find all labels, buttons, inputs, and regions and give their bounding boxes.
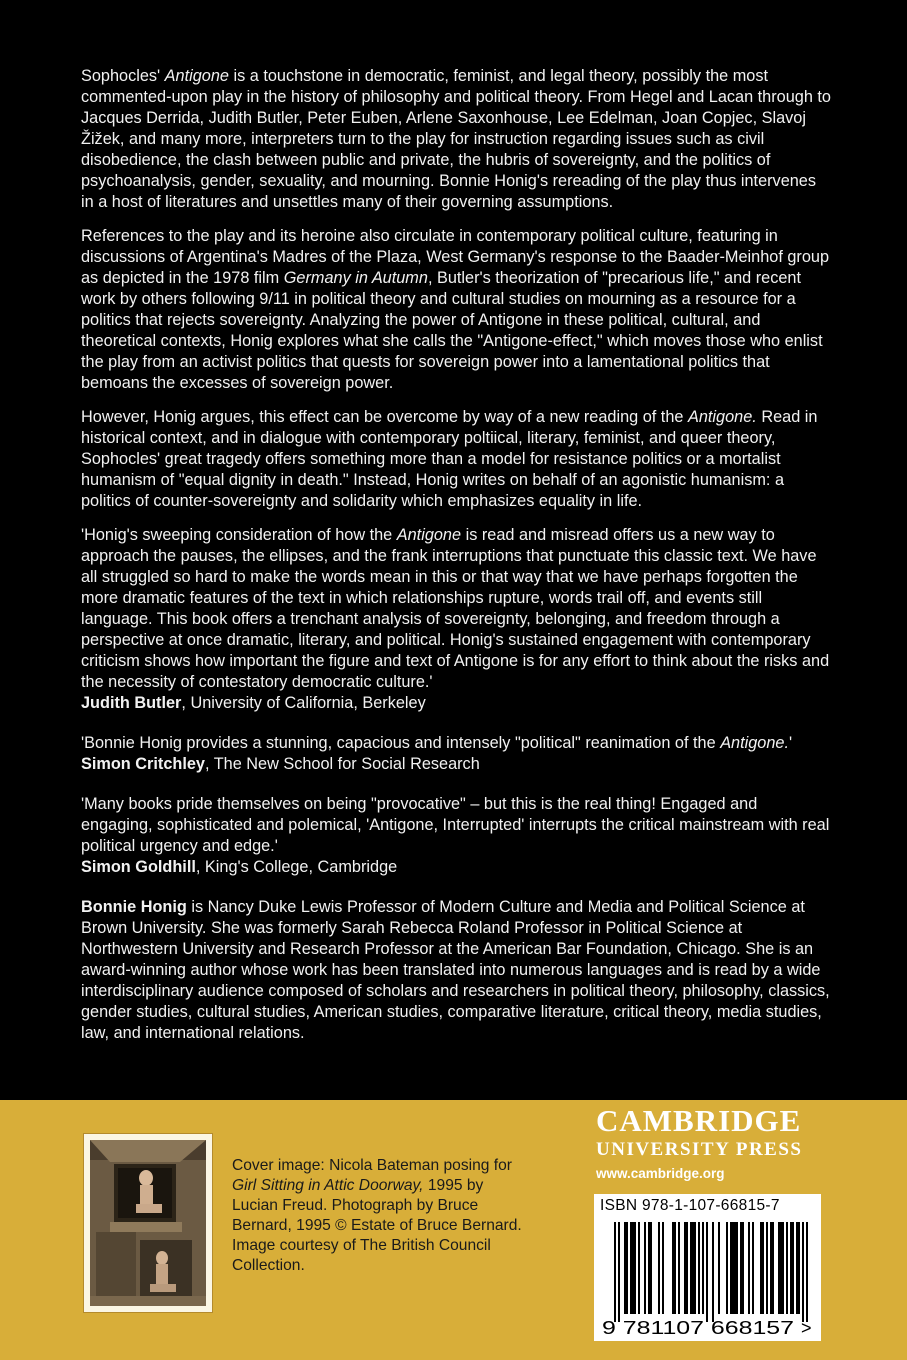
barcode-bar bbox=[618, 1222, 620, 1322]
barcode-bar bbox=[802, 1222, 804, 1322]
barcode-bar bbox=[684, 1222, 688, 1314]
barcode-bar bbox=[672, 1222, 676, 1314]
barcode-bar bbox=[760, 1222, 764, 1314]
barcode-bar bbox=[752, 1222, 754, 1314]
endorsement-source: Simon Goldhill, King's College, Cambridge bbox=[81, 858, 398, 876]
barcode-bar bbox=[766, 1222, 768, 1314]
barcode-bar bbox=[748, 1222, 750, 1314]
barcode-bar bbox=[706, 1222, 708, 1322]
publisher-subname: UNIVERSITY PRESS bbox=[596, 1139, 803, 1160]
barcode-bar bbox=[702, 1222, 704, 1314]
barcode-bar bbox=[730, 1222, 738, 1314]
barcode-bar bbox=[624, 1222, 628, 1314]
barcode-digits: 9 781107 668157 bbox=[602, 1318, 794, 1338]
barcode-bar bbox=[770, 1222, 774, 1314]
isbn-label: ISBN 978-1-107-66815-7 bbox=[600, 1197, 780, 1214]
barcode-bar bbox=[690, 1222, 696, 1314]
barcode-bar bbox=[614, 1222, 616, 1322]
description-paragraph-2: References to the play and its heroine also circulate in contemporary political culture, featuring in discussions of Argentina's Madres of the Plaza, West Germany's response to the Baader-Meinhof group as depicted in the 1978 film Germany in Autumn, Butler's theorization of "precarious life," and recent work by others following 9/11 in political theory and cultural studies on mourning as a resource for a politics that rejects sovereignty. Analyzing the power of Antigone in these political, cultural, and theoretical contexts, Honig explores what she calls the "Antigone-effect," which moves those who enlist the play from an activist politics that quests for sovereign power into a lamentational politics that bemoans the excesses of sovereign power. bbox=[81, 227, 830, 392]
barcode-bar bbox=[630, 1222, 636, 1314]
isbn-barcode bbox=[594, 1194, 821, 1341]
publisher-band bbox=[0, 1100, 907, 1360]
barcode-quiet-mark: > bbox=[801, 1318, 812, 1338]
barcode-bar bbox=[644, 1222, 646, 1314]
barcode-bar bbox=[726, 1222, 728, 1314]
publisher-website: www.cambridge.org bbox=[596, 1166, 725, 1181]
endorsement-critchley: 'Bonnie Honig provides a stunning, capacious and intensely "political" reanimation of the Antigone.' Simon Critchley, The New School for Social Research bbox=[81, 733, 833, 775]
endorsement-goldhill: 'Many books pride themselves on being "provocative" – but this is the real thing! Engaged and engaging, sophisticated and polemical, 'Antigone, Interrupted' interrupts the critical mainstream with real political urgency and edge.' Simon Goldhill, King's College, Cambridge bbox=[81, 794, 833, 878]
description-paragraph-3: However, Honig argues, this effect can be overcome by way of a new reading of the Antigone. Read in historical context, and in dialogue with contemporary poltiical, literary, feminist, and queer theory, Sophocles' great tragedy offers something more than a model for resistance politics or a mortalist humanism of "equal dignity in death." Instead, Honig writes on behalf of an agonistic humanism: a politics of counter-sovereignty and solidarity which emphasizes equality in life. bbox=[81, 408, 818, 510]
barcode-bar bbox=[740, 1222, 744, 1314]
cover-image-credit: Cover image: Nicola Bateman posing for Girl Sitting in Attic Doorway, 1995 by Lucian Freud. Photograph by Bruce Bernard, 1995 © Estate of Bruce Bernard. Image courtesy of The British Council Collection. bbox=[232, 1157, 522, 1274]
barcode-bar bbox=[648, 1222, 652, 1314]
barcode-bar bbox=[790, 1222, 794, 1314]
barcode-bar bbox=[712, 1222, 714, 1322]
barcode-bar bbox=[718, 1222, 720, 1314]
barcode-bar bbox=[698, 1222, 700, 1314]
author-bio: Bonnie Honig is Nancy Duke Lewis Professor of Modern Culture and Media and Political Science at Brown University. She was formerly Sarah Rebecca Roland Professor in Political Science at Northwestern University and Research Professor at the American Bar Foundation, Chicago. She is an award-winning author whose work has been translated into numerous languages and is read by a wide interdisciplinary audience composed of scholars and researchers in political theory, philosophy, classics, gender studies, cultural studies, American studies, comparative literature, critical theory, media studies, law, and international relations. bbox=[81, 898, 830, 1042]
publisher-logo bbox=[596, 1104, 846, 1184]
barcode-bar bbox=[638, 1222, 640, 1314]
cover-image-thumbnail bbox=[83, 1133, 213, 1313]
endorsement-source: Simon Critchley, The New School for Social Research bbox=[81, 755, 480, 773]
barcode-bar bbox=[796, 1222, 800, 1314]
endorsement-source: Judith Butler, University of California, Berkeley bbox=[81, 694, 426, 712]
barcode-bar bbox=[658, 1222, 660, 1314]
barcode-bar bbox=[678, 1222, 680, 1314]
barcode-bar bbox=[778, 1222, 784, 1314]
barcode-graphic bbox=[594, 1194, 821, 1341]
back-cover-blurb bbox=[81, 66, 833, 1057]
endorsement-butler: 'Honig's sweeping consideration of how the Antigone is read and misread offers us a new way to approach the pauses, the ellipses, and the frank interruptions that punctuate this classic text. We have all struggled so hard to make the words mean in this or that way that we have perhaps forgotten the more dramatic features of the text in which relationships rupture, words trail off, and events still language. This book offers a trenchant analysis of sovereignty, belonging, and freedom through a perspective at once dramatic, literary, and political. Honig's sustained engagement with contemporary criticism shows how important the figure and text of Antigone is for any effort to think about the risks and the necessity of contestatory democratic culture.' Judith Butler, University of California, Berkeley bbox=[81, 525, 833, 714]
description-paragraph-1: Sophocles' Antigone is a touchstone in democratic, feminist, and legal theory, possibly the most commented-upon play in the history of philosophy and political theory. From Hegel and Lacan through to Jacques Derrida, Judith Butler, Peter Euben, Arlene Saxonhouse, Lee Edelman, Joan Copjec, Slavoj Žižek, and many more, interpreters turn to the play for instruction regarding issues such as civil disobedience, the clash between public and private, the hubris of sovereignty, and the politics of psychoanalysis, gender, sexuality, and mourning. Bonnie Honig's rereading of the play thus intervenes in a host of literatures and unsettles many of their governing assumptions. bbox=[81, 67, 831, 211]
barcode-bar bbox=[662, 1222, 664, 1314]
barcode-bar bbox=[806, 1222, 808, 1322]
publisher-name: CAMBRIDGE bbox=[596, 1103, 802, 1138]
barcode-bar bbox=[786, 1222, 788, 1314]
